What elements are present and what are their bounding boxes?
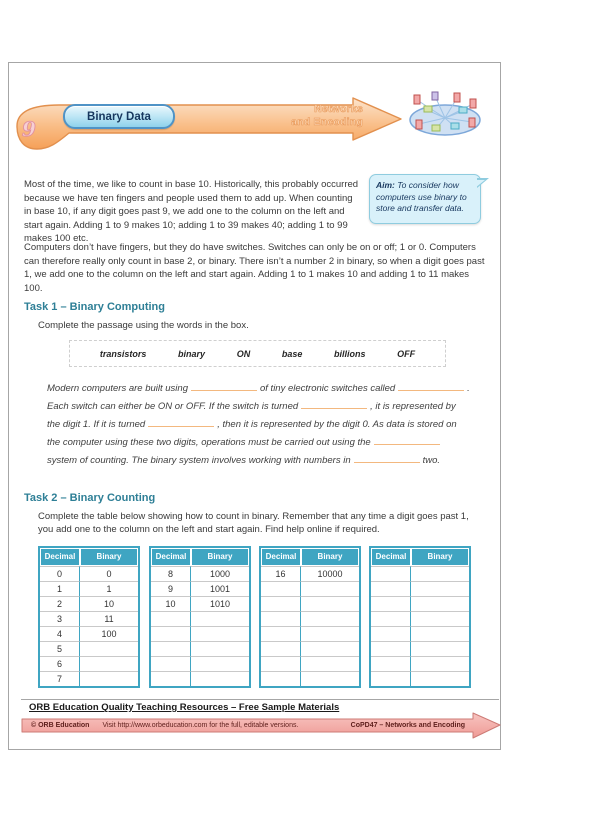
unit-number: 9 [22,117,36,141]
answer-blank [148,418,214,427]
passage-segment: . Each switch can either be ON or OFF. If the switch is turned [47,383,470,412]
table-header-row [371,548,469,566]
table-cell: 10 [80,596,138,611]
table-row [151,626,249,641]
lesson-title-badge [63,104,175,129]
table-row [151,581,249,596]
table-cell [301,581,359,596]
table-cell: 9 [151,581,191,596]
word-bank [69,340,446,367]
footer-banner-text [21,719,473,732]
table-cell [80,641,138,656]
table-cell: 3 [40,611,80,626]
passage-segment: Modern computers are built using [47,383,188,394]
table-cell [191,641,249,656]
table-cell [301,671,359,686]
table-cell: 1001 [191,581,249,596]
table-cell [411,626,469,641]
answer-blank [301,400,367,409]
column-header: Decimal [40,548,80,566]
table-row [261,641,359,656]
table-cell [261,641,301,656]
table-cell [411,581,469,596]
table-row [371,581,469,596]
binary-table-4 [369,546,471,688]
passage-segment: two. [422,455,441,466]
table-cell: 2 [40,596,80,611]
table-row [151,671,249,686]
answer-blank [398,382,464,391]
word-bank-item: OFF [397,348,416,359]
table-row [40,671,138,686]
table-header-row [151,548,249,566]
series-line1: Networks [314,103,363,115]
binary-table-1 [38,546,140,688]
table-cell: 1000 [191,566,249,581]
table-cell: 6 [40,656,80,671]
aim-box-tail-inner [475,180,485,188]
table-row [151,611,249,626]
table-cell [411,596,469,611]
table-cell [411,566,469,581]
table-row [151,656,249,671]
table-cell [371,656,411,671]
table-row [261,566,359,581]
table-cell [371,671,411,686]
table-cell [371,596,411,611]
table-cell [191,656,249,671]
table-cell [261,626,301,641]
column-header: Decimal [371,548,411,566]
table-cell [151,641,191,656]
table-cell [371,566,411,581]
aim-text: To consider how computers use binary to store and transfer data. [376,180,467,213]
task1-instruction: Complete the passage using the words in the box. [38,320,249,331]
table-cell [151,626,191,641]
series-title [241,103,363,128]
footer-doc-code: CoPD47 – Networks and Encoding [350,722,465,729]
column-header: Binary [191,548,249,566]
table-cell: 4 [40,626,80,641]
table-header-row [261,548,359,566]
table-row [261,596,359,611]
table-cell [191,626,249,641]
table-cell [191,611,249,626]
column-header: Binary [411,548,469,566]
task2-heading: Task 2 – Binary Counting [24,492,156,504]
table-cell [151,671,191,686]
table-row [261,611,359,626]
table-cell: 7 [40,671,80,686]
column-header: Decimal [261,548,301,566]
table-cell [261,656,301,671]
table-cell [371,611,411,626]
table-cell [80,671,138,686]
table-cell [151,656,191,671]
table-row [40,656,138,671]
binary-tables [9,546,502,696]
cloze-passage [47,380,471,470]
series-line2: and Encoding [291,115,363,128]
table-cell [411,611,469,626]
table-row [151,566,249,581]
table-row [261,626,359,641]
passage-segment: , then it is represented by the digit 0. As data is stored on the computer using these two digits, operations must be carried out using the [47,419,457,448]
table-cell: 10 [151,596,191,611]
table-row [40,596,138,611]
answer-blank [354,454,420,463]
column-header: Binary [301,548,359,566]
word-bank-item: binary [178,348,206,359]
table-cell: 1 [80,581,138,596]
table-row [151,596,249,611]
network-diagram-icon [405,91,485,145]
worksheet-page [8,62,501,750]
aim-label: Aim: [376,180,395,190]
table-row [371,641,469,656]
footer-title: ORB Education Quality Teaching Resources – Free Sample Materials [29,702,340,713]
table-cell: 1 [40,581,80,596]
table-cell [151,611,191,626]
table-cell [371,581,411,596]
table-cell [371,626,411,641]
footer-visit-text: Visit http://www.orbeducation.com for the full, editable versions. [102,722,299,729]
passage-segment: , it is represented by the digit 1. If it is turned [47,401,456,430]
footer-banner [21,712,503,740]
table-row [40,611,138,626]
header-banner [11,95,411,157]
answer-blank [374,436,440,445]
intro-paragraph-1: Most of the time, we like to count in base 10. Historically, this probably occurred because we have ten fingers and people used them to add up. When counting in base 10, if any digit goes past 9, we add one to the column on the left and start again. Adding 1 to 9 makes 10; adding 1 to 39 makes 40; adding 1 to 99 makes 100 etc. [24,179,359,244]
table-cell [371,641,411,656]
table-row [371,626,469,641]
answer-blank [191,382,257,391]
table-cell: 0 [80,566,138,581]
table-cell [191,671,249,686]
table-cell [411,641,469,656]
aim-box [369,174,481,224]
binary-table-2 [149,546,251,688]
table-cell [301,626,359,641]
table-cell [261,671,301,686]
table-cell [261,596,301,611]
intro-paragraph-2: Computers don’t have fingers, but they do have switches. Switches can only be on or off; 1 or 0. Computers can therefore really only count in base 2, or binary. There isn’t a number 2 in binary, so when a digit goes past 1, we add one to the column on the left and start again. Adding 1 to 1 makes 10 and adding 1 to 11 makes 100. [24,242,485,294]
passage-segment: system of counting. The binary system involves working with numbers in [47,455,351,466]
table-row [371,596,469,611]
table-row [371,611,469,626]
word-bank-item: transistors [99,348,147,359]
table-cell: 10000 [301,566,359,581]
table-row [40,641,138,656]
table-cell: 16 [261,566,301,581]
table-cell: 100 [80,626,138,641]
footer-divider [21,699,499,700]
passage-segment: of tiny electronic switches called [260,383,396,394]
table-cell [411,671,469,686]
table-cell: 11 [80,611,138,626]
word-bank-item: billions [334,348,366,359]
task2-instruction: Complete the table below showing how to count in binary. Remember that any time a digit goes past 1, you add one to the column on the left and start again. Find help online if required. [38,511,469,535]
column-header: Decimal [151,548,191,566]
table-cell [80,656,138,671]
table-cell [301,611,359,626]
table-row [40,626,138,641]
table-cell: 8 [151,566,191,581]
table-header-row [40,548,138,566]
column-header: Binary [80,548,138,566]
table-cell: 0 [40,566,80,581]
binary-table-3 [259,546,361,688]
lesson-title: Binary Data [87,110,151,123]
table-cell [301,641,359,656]
table-cell [301,596,359,611]
table-row [371,566,469,581]
table-cell: 1010 [191,596,249,611]
table-row [371,656,469,671]
table-row [261,581,359,596]
table-row [40,566,138,581]
word-bank-item: base [281,348,303,359]
table-row [151,641,249,656]
table-row [261,671,359,686]
table-cell [261,611,301,626]
task1-heading: Task 1 – Binary Computing [24,301,165,313]
table-cell [301,656,359,671]
word-bank-item: ON [236,348,251,359]
table-row [40,581,138,596]
table-row [261,656,359,671]
table-row [371,671,469,686]
table-cell [411,656,469,671]
footer-copyright: © ORB Education [31,722,90,729]
table-cell: 5 [40,641,80,656]
table-cell [261,581,301,596]
